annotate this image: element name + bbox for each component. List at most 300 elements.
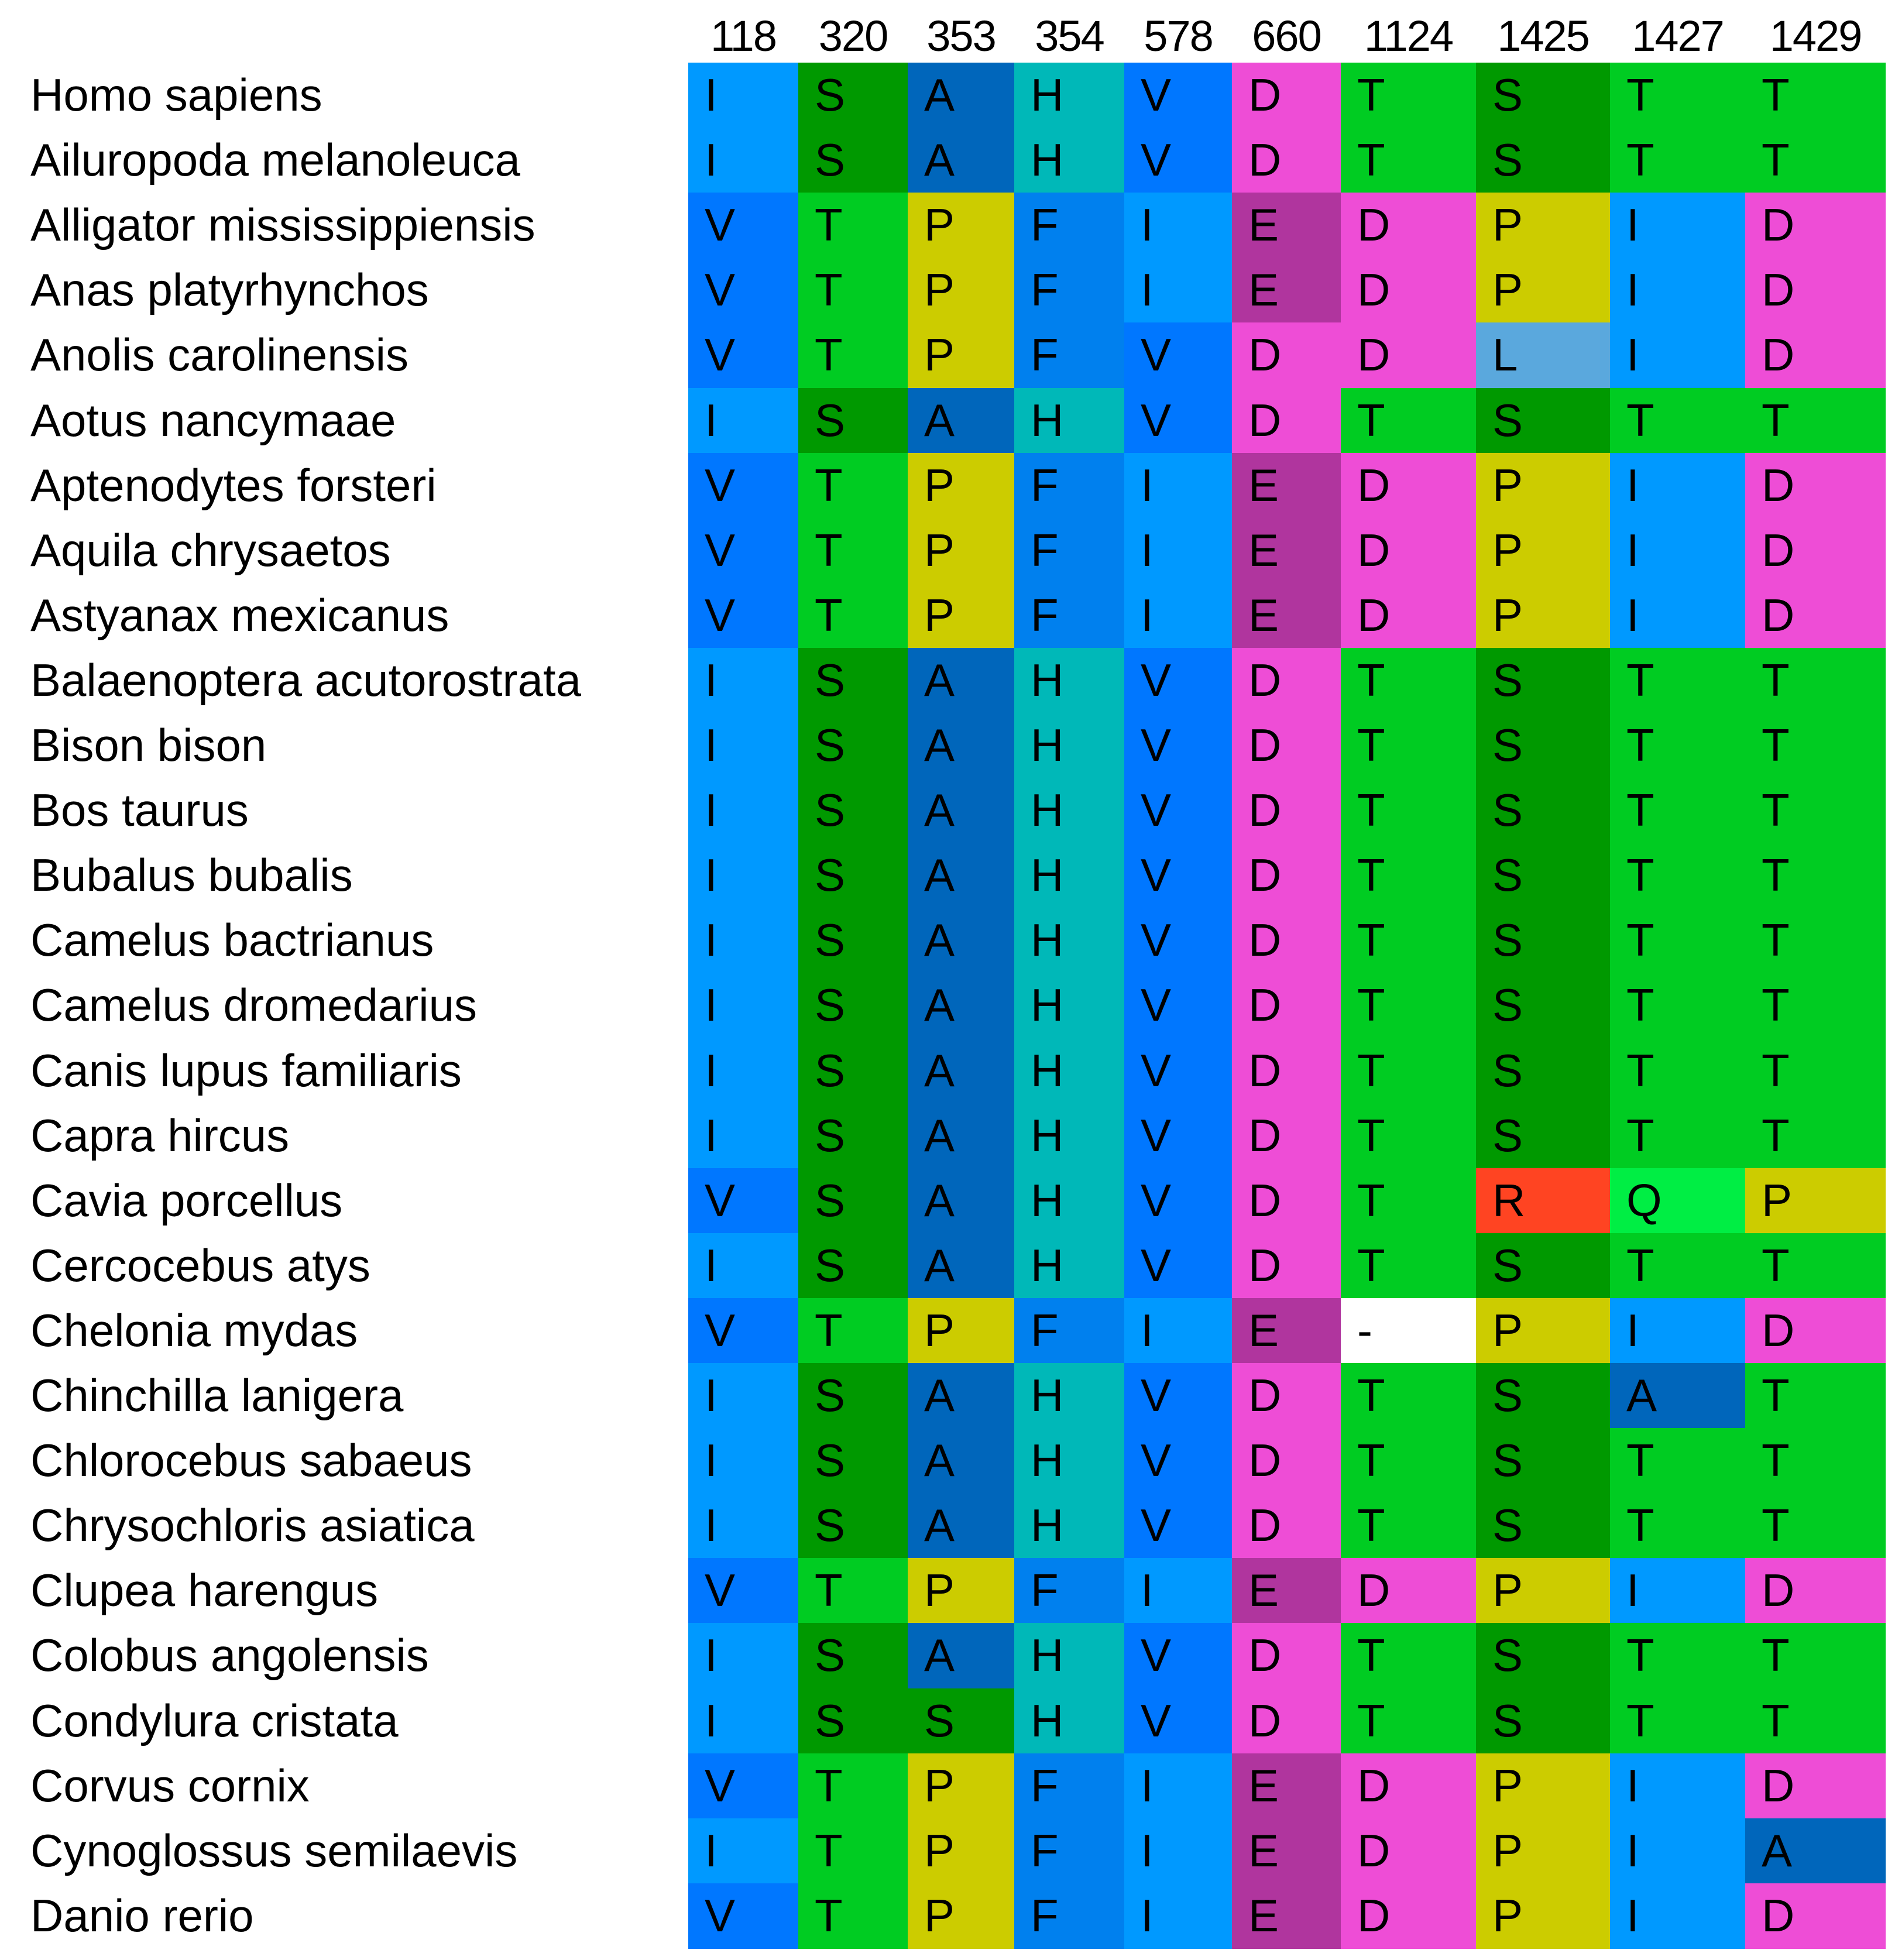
residue-cell: T <box>1610 1103 1745 1169</box>
residue-cell: V <box>1124 1623 1232 1688</box>
residue-cell: I <box>1610 193 1745 258</box>
species-label: Bison bison <box>30 719 267 771</box>
species-label: Canis lupus familiaris <box>30 1045 462 1096</box>
residue-cell: T <box>798 193 908 258</box>
residue-cell: V <box>688 583 798 648</box>
residue-cell: T <box>1610 128 1745 193</box>
residue-cell: H <box>1014 388 1124 454</box>
residue-cell: S <box>1476 1623 1610 1688</box>
residue-cell: H <box>1014 973 1124 1038</box>
residue-cell: T <box>1341 1688 1476 1754</box>
residue-cell: A <box>908 778 1014 843</box>
residue-cell: V <box>1124 1688 1232 1754</box>
species-label: Alligator mississippiensis <box>30 199 535 250</box>
residue-cell: D <box>1341 453 1476 519</box>
residue-cell: P <box>1476 1883 1610 1949</box>
residue-cell: V <box>1124 648 1232 713</box>
residue-cell: T <box>1745 1103 1886 1169</box>
residue-cell: S <box>798 1623 908 1688</box>
residue-cell: V <box>1124 322 1232 388</box>
residue-cell: D <box>1745 518 1886 583</box>
residue-cell: V <box>1124 843 1232 908</box>
residue-cell: P <box>908 1753 1014 1819</box>
residue-cell: S <box>798 128 908 193</box>
residue-cell: I <box>1610 1818 1745 1884</box>
residue-cell: T <box>1745 63 1886 128</box>
species-label: Aotus nancymaae <box>30 394 396 446</box>
residue-cell: I <box>1610 1298 1745 1364</box>
residue-cell: T <box>1610 1428 1745 1494</box>
residue-cell: A <box>908 1233 1014 1299</box>
residue-cell: D <box>1745 322 1886 388</box>
residue-cell: P <box>1476 453 1610 519</box>
residue-cell: I <box>688 128 798 193</box>
species-label: Cynoglossus semilaevis <box>30 1825 518 1876</box>
residue-cell: T <box>1610 1038 1745 1104</box>
residue-cell: V <box>1124 1038 1232 1104</box>
residue-cell: I <box>1124 258 1232 323</box>
residue-cell: I <box>688 1688 798 1754</box>
residue-cell: H <box>1014 63 1124 128</box>
residue-cell: S <box>1476 908 1610 973</box>
residue-cell: D <box>1232 648 1341 713</box>
residue-cell: I <box>688 778 798 843</box>
residue-cell: A <box>908 388 1014 454</box>
residue-cell: T <box>1745 713 1886 778</box>
residue-cell: P <box>908 583 1014 648</box>
species-label: Condylura cristata <box>30 1695 399 1746</box>
residue-cell: E <box>1232 258 1341 323</box>
position-header: 353 <box>926 12 996 60</box>
residue-cell: D <box>1232 1038 1341 1104</box>
residue-cell: D <box>1341 518 1476 583</box>
residue-cell: V <box>1124 778 1232 843</box>
residue-cell: T <box>1341 973 1476 1038</box>
residue-cell: V <box>1124 1103 1232 1169</box>
residue-cell: T <box>1341 843 1476 908</box>
residue-cell: A <box>908 1168 1014 1234</box>
residue-cell: T <box>1341 908 1476 973</box>
residue-cell: E <box>1232 583 1341 648</box>
residue-cell: P <box>908 518 1014 583</box>
residue-cell: I <box>1610 453 1745 519</box>
residue-cell: P <box>1476 193 1610 258</box>
residue-cell: H <box>1014 843 1124 908</box>
residue-cell: S <box>1476 713 1610 778</box>
residue-cell: D <box>1745 1298 1886 1364</box>
species-label: Corvus cornix <box>30 1760 310 1811</box>
species-label: Colobus angolensis <box>30 1629 429 1681</box>
residue-cell: T <box>798 1298 908 1364</box>
residue-cell: D <box>1341 193 1476 258</box>
residue-cell: V <box>1124 1168 1232 1234</box>
residue-cell: S <box>1476 1428 1610 1494</box>
residue-cell: D <box>1232 322 1341 388</box>
residue-cell: D <box>1232 63 1341 128</box>
residue-cell: D <box>1232 1168 1341 1234</box>
residue-cell: D <box>1745 1883 1886 1949</box>
position-header: 320 <box>818 12 888 60</box>
position-header: 660 <box>1252 12 1321 60</box>
residue-cell: H <box>1014 713 1124 778</box>
residue-cell: I <box>1124 193 1232 258</box>
residue-cell: F <box>1014 1558 1124 1623</box>
residue-cell: T <box>1745 1493 1886 1559</box>
residue-cell: F <box>1014 193 1124 258</box>
residue-cell: T <box>1610 908 1745 973</box>
residue-cell: A <box>908 1363 1014 1429</box>
residue-cell: D <box>1341 322 1476 388</box>
residue-cell: I <box>1610 518 1745 583</box>
residue-cell: I <box>688 1818 798 1884</box>
residue-cell: P <box>908 322 1014 388</box>
residue-cell: P <box>1476 1298 1610 1364</box>
residue-cell: S <box>1476 1688 1610 1754</box>
residue-cell: T <box>1610 843 1745 908</box>
residue-cell: T <box>1341 1233 1476 1299</box>
residue-cell: H <box>1014 1233 1124 1299</box>
species-label: Chlorocebus sabaeus <box>30 1434 472 1486</box>
residue-cell: A <box>908 1623 1014 1688</box>
residue-cell: I <box>688 388 798 454</box>
residue-cell: P <box>1745 1168 1886 1234</box>
residue-cell: R <box>1476 1168 1610 1234</box>
residue-cell: A <box>908 973 1014 1038</box>
species-label: Capra hircus <box>30 1110 290 1161</box>
residue-cell: V <box>688 518 798 583</box>
residue-cell: T <box>798 258 908 323</box>
residue-cell: D <box>1232 1103 1341 1169</box>
residue-cell: T <box>1341 1428 1476 1494</box>
residue-cell: I <box>1610 322 1745 388</box>
residue-cell: I <box>1124 1883 1232 1949</box>
residue-cell: D <box>1232 1363 1341 1429</box>
residue-cell: I <box>1610 583 1745 648</box>
residue-cell: T <box>1341 1103 1476 1169</box>
residue-cell: H <box>1014 128 1124 193</box>
residue-cell: I <box>688 713 798 778</box>
residue-cell: I <box>1610 258 1745 323</box>
species-label: Cercocebus atys <box>30 1240 370 1291</box>
residue-cell: V <box>688 1168 798 1234</box>
residue-cell: T <box>1341 63 1476 128</box>
position-header: 354 <box>1035 12 1104 60</box>
residue-cell: D <box>1745 583 1886 648</box>
residue-cell: - <box>1341 1298 1476 1364</box>
residue-cell: S <box>798 843 908 908</box>
species-label: Clupea harengus <box>30 1564 379 1616</box>
residue-cell: T <box>1610 973 1745 1038</box>
residue-cell: V <box>688 453 798 519</box>
residue-cell: P <box>1476 1753 1610 1819</box>
residue-cell: D <box>1341 1558 1476 1623</box>
residue-cell: P <box>908 193 1014 258</box>
residue-cell: T <box>1341 778 1476 843</box>
residue-cell: F <box>1014 1753 1124 1819</box>
residue-cell: P <box>908 453 1014 519</box>
position-header: 578 <box>1144 12 1213 60</box>
residue-cell: V <box>1124 1428 1232 1494</box>
residue-cell: V <box>1124 1233 1232 1299</box>
residue-cell: D <box>1745 453 1886 519</box>
residue-cell: V <box>1124 63 1232 128</box>
residue-cell: F <box>1014 1298 1124 1364</box>
residue-cell: S <box>798 1688 908 1754</box>
residue-cell: V <box>1124 1363 1232 1429</box>
residue-cell: P <box>1476 518 1610 583</box>
residue-cell: T <box>1610 1493 1745 1559</box>
residue-cell: D <box>1232 713 1341 778</box>
residue-cell: I <box>688 1038 798 1104</box>
residue-cell: T <box>1341 1623 1476 1688</box>
residue-cell: T <box>1745 908 1886 973</box>
residue-cell: A <box>908 1493 1014 1559</box>
residue-cell: E <box>1232 1558 1341 1623</box>
residue-cell: S <box>1476 1233 1610 1299</box>
residue-cell: I <box>1124 583 1232 648</box>
residue-cell: T <box>798 453 908 519</box>
residue-cell: V <box>1124 713 1232 778</box>
residue-cell: F <box>1014 322 1124 388</box>
residue-cell: D <box>1232 843 1341 908</box>
residue-cell: I <box>688 63 798 128</box>
species-label: Aptenodytes forsteri <box>30 459 437 511</box>
residue-cell: T <box>1745 973 1886 1038</box>
species-label: Bubalus bubalis <box>30 849 353 901</box>
residue-cell: P <box>908 258 1014 323</box>
species-label: Ailuropoda melanoleuca <box>30 134 520 186</box>
residue-cell: D <box>1232 908 1341 973</box>
residue-cell: T <box>1341 1363 1476 1429</box>
residue-cell: A <box>908 1038 1014 1104</box>
species-label: Homo sapiens <box>30 69 322 121</box>
residue-cell: D <box>1341 583 1476 648</box>
residue-cell: H <box>1014 648 1124 713</box>
residue-cell: D <box>1232 388 1341 454</box>
residue-cell: V <box>688 322 798 388</box>
residue-cell: D <box>1232 1623 1341 1688</box>
residue-cell: E <box>1232 193 1341 258</box>
residue-cell: T <box>1610 388 1745 454</box>
residue-cell: H <box>1014 1168 1124 1234</box>
residue-cell: T <box>798 1818 908 1884</box>
residue-cell: S <box>1476 648 1610 713</box>
residue-cell: F <box>1014 1818 1124 1884</box>
residue-cell: I <box>688 908 798 973</box>
residue-cell: T <box>1610 1688 1745 1754</box>
residue-cell: L <box>1476 322 1610 388</box>
residue-cell: P <box>908 1883 1014 1949</box>
residue-cell: I <box>1124 1818 1232 1884</box>
residue-cell: T <box>1610 1233 1745 1299</box>
residue-cell: A <box>908 648 1014 713</box>
residue-cell: D <box>1341 258 1476 323</box>
residue-cell: D <box>1232 1233 1341 1299</box>
residue-cell: D <box>1341 1818 1476 1884</box>
residue-cell: A <box>1610 1363 1745 1429</box>
residue-cell: T <box>1341 648 1476 713</box>
residue-cell: S <box>798 1493 908 1559</box>
residue-cell: F <box>1014 1883 1124 1949</box>
residue-cell: T <box>1341 128 1476 193</box>
species-label: Danio rerio <box>30 1890 254 1941</box>
residue-cell: S <box>798 1038 908 1104</box>
residue-cell: S <box>1476 973 1610 1038</box>
residue-cell: H <box>1014 1038 1124 1104</box>
residue-cell: P <box>908 1558 1014 1623</box>
residue-cell: I <box>688 1363 798 1429</box>
species-label: Anolis carolinensis <box>30 329 409 380</box>
residue-cell: T <box>1610 63 1745 128</box>
residue-cell: T <box>1745 1038 1886 1104</box>
residue-cell: T <box>798 1883 908 1949</box>
residue-cell: D <box>1232 1688 1341 1754</box>
residue-cell: P <box>1476 1558 1610 1623</box>
residue-cell: V <box>688 258 798 323</box>
residue-cell: P <box>1476 1818 1610 1884</box>
residue-cell: A <box>908 1103 1014 1169</box>
residue-cell: T <box>1341 388 1476 454</box>
residue-cell: A <box>908 63 1014 128</box>
residue-cell: S <box>798 388 908 454</box>
residue-cell: A <box>908 713 1014 778</box>
residue-cell: H <box>1014 1623 1124 1688</box>
residue-cell: S <box>1476 1103 1610 1169</box>
species-label: Bos taurus <box>30 784 249 836</box>
residue-cell: D <box>1341 1753 1476 1819</box>
residue-cell: T <box>1745 1688 1886 1754</box>
residue-cell: S <box>798 908 908 973</box>
residue-cell: T <box>1341 713 1476 778</box>
residue-cell: D <box>1745 193 1886 258</box>
residue-cell: E <box>1232 453 1341 519</box>
residue-cell: A <box>1745 1818 1886 1884</box>
residue-cell: V <box>688 1883 798 1949</box>
residue-cell: P <box>908 1298 1014 1364</box>
residue-cell: E <box>1232 1883 1341 1949</box>
residue-cell: F <box>1014 583 1124 648</box>
residue-cell: H <box>1014 1363 1124 1429</box>
residue-cell: I <box>1610 1883 1745 1949</box>
residue-cell: I <box>1124 1753 1232 1819</box>
residue-cell: T <box>1745 1623 1886 1688</box>
residue-cell: S <box>1476 1038 1610 1104</box>
residue-cell: I <box>1610 1753 1745 1819</box>
residue-cell: A <box>908 128 1014 193</box>
residue-cell: Q <box>1610 1168 1745 1234</box>
residue-cell: S <box>1476 63 1610 128</box>
residue-cell: V <box>1124 973 1232 1038</box>
residue-cell: P <box>908 1818 1014 1884</box>
residue-cell: T <box>1745 1363 1886 1429</box>
residue-cell: I <box>688 843 798 908</box>
residue-cell: H <box>1014 1428 1124 1494</box>
residue-cell: T <box>1745 388 1886 454</box>
residue-cell: A <box>908 1428 1014 1494</box>
residue-cell: H <box>1014 778 1124 843</box>
residue-cell: S <box>798 648 908 713</box>
residue-cell: T <box>1610 1623 1745 1688</box>
residue-cell: S <box>908 1688 1014 1754</box>
residue-cell: S <box>798 1103 908 1169</box>
residue-cell: S <box>798 1363 908 1429</box>
residue-cell: T <box>1745 778 1886 843</box>
residue-cell: T <box>1610 648 1745 713</box>
residue-cell: I <box>688 1103 798 1169</box>
residue-cell: D <box>1232 128 1341 193</box>
residue-cell: I <box>688 973 798 1038</box>
residue-cell: T <box>798 518 908 583</box>
residue-cell: H <box>1014 908 1124 973</box>
residue-cell: T <box>1341 1038 1476 1104</box>
residue-cell: P <box>1476 583 1610 648</box>
residue-cell: A <box>908 843 1014 908</box>
residue-cell: S <box>1476 388 1610 454</box>
residue-cell: E <box>1232 1753 1341 1819</box>
residue-cell: I <box>1610 1558 1745 1623</box>
residue-cell: T <box>798 1558 908 1623</box>
residue-cell: S <box>798 1168 908 1234</box>
residue-cell: P <box>1476 258 1610 323</box>
residue-cell: D <box>1232 778 1341 843</box>
residue-cell: V <box>688 1753 798 1819</box>
residue-cell: V <box>1124 1493 1232 1559</box>
residue-cell: T <box>1745 128 1886 193</box>
species-label: Balaenoptera acutorostrata <box>30 654 581 706</box>
residue-cell: T <box>1745 843 1886 908</box>
residue-cell: F <box>1014 453 1124 519</box>
residue-cell: D <box>1232 1493 1341 1559</box>
species-label: Camelus bactrianus <box>30 914 434 966</box>
residue-cell: S <box>798 973 908 1038</box>
residue-cell: V <box>688 1298 798 1364</box>
species-label: Cavia porcellus <box>30 1175 343 1226</box>
residue-cell: I <box>688 648 798 713</box>
residue-cell: F <box>1014 258 1124 323</box>
residue-cell: V <box>1124 388 1232 454</box>
residue-cell: T <box>1745 648 1886 713</box>
species-label: Camelus dromedarius <box>30 979 477 1031</box>
residue-cell: S <box>1476 843 1610 908</box>
species-label: Chelonia mydas <box>30 1305 358 1356</box>
residue-cell: H <box>1014 1103 1124 1169</box>
position-header: 1425 <box>1497 12 1589 60</box>
residue-cell: S <box>1476 1493 1610 1559</box>
residue-cell: T <box>798 583 908 648</box>
residue-cell: E <box>1232 1818 1341 1884</box>
residue-cell: D <box>1745 1753 1886 1819</box>
residue-cell: D <box>1745 1558 1886 1623</box>
residue-cell: S <box>1476 778 1610 843</box>
residue-cell: T <box>1341 1168 1476 1234</box>
species-label: Aquila chrysaetos <box>30 524 391 576</box>
residue-cell: V <box>1124 908 1232 973</box>
species-label: Chinchilla lanigera <box>30 1369 404 1421</box>
residue-cell: E <box>1232 1298 1341 1364</box>
residue-cell: A <box>908 908 1014 973</box>
residue-cell: F <box>1014 518 1124 583</box>
position-header: 1124 <box>1364 12 1453 60</box>
position-header: 1427 <box>1632 12 1724 60</box>
residue-cell: I <box>1124 1298 1232 1364</box>
position-header: 118 <box>710 12 776 60</box>
residue-cell: D <box>1232 973 1341 1038</box>
residue-cell: T <box>1610 778 1745 843</box>
residue-cell: S <box>798 1428 908 1494</box>
residue-cell: I <box>688 1233 798 1299</box>
residue-cell: S <box>1476 128 1610 193</box>
residue-cell: V <box>688 1558 798 1623</box>
